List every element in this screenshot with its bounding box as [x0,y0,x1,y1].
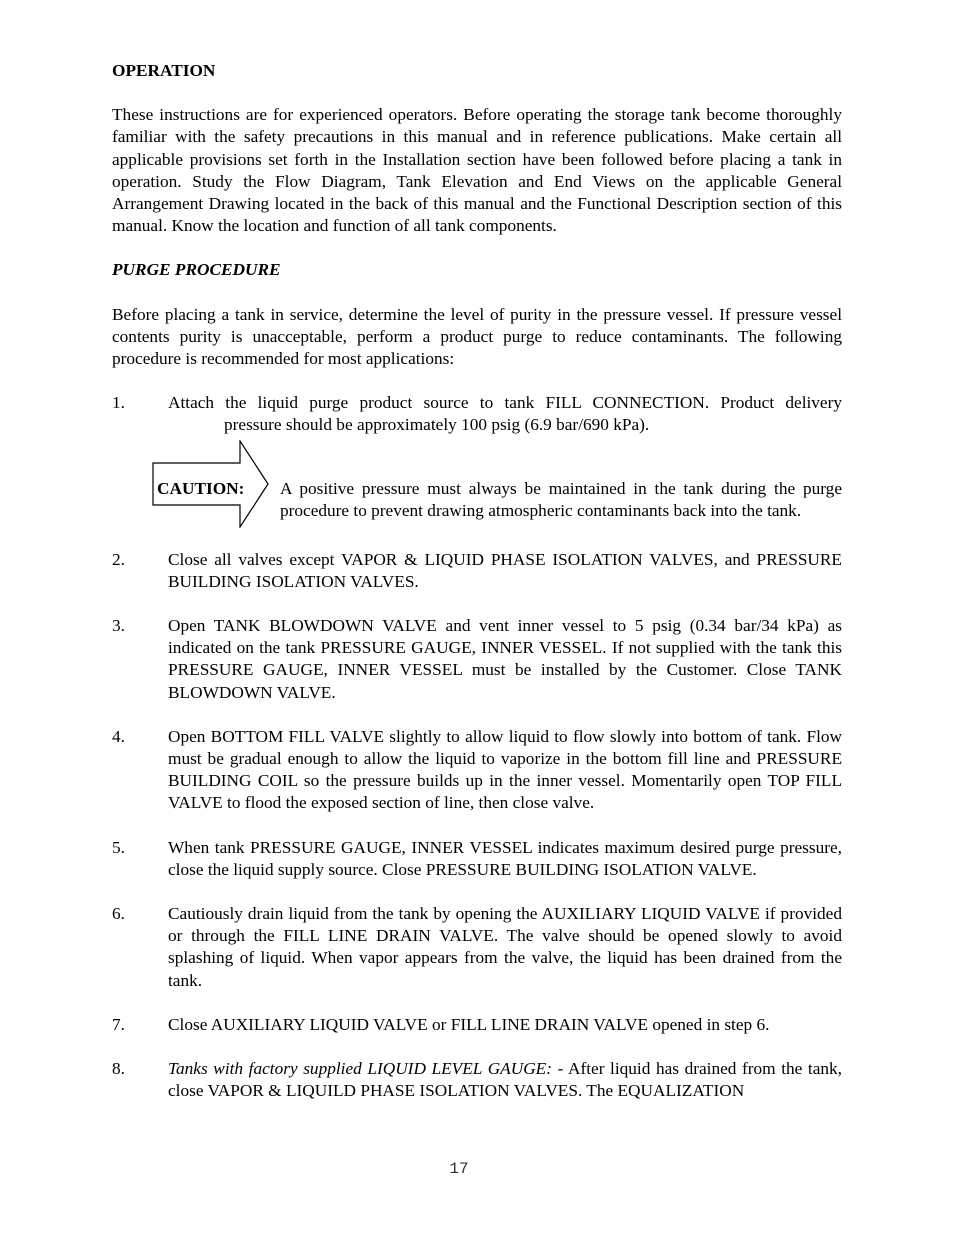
step-1 [112,392,842,414]
step-text: Open BOTTOM FILL VALVE slightly to allow liquid to flow slowly into bottom of tank. Flow must be gradual enough to allow the liquid to vaporize in the bottom fill line and PRESSURE BUILDING COIL so the pressure builds up in the inner vessel. Momentarily open TOP FILL VALVE to flood the exposed section of line, then close valve. [168,726,842,813]
step-text: - After liquid has drained from the tank, close VAPOR & LIQUILD PHASE ISOLATION VALVES. The EQUALIZATION [168,1059,842,1101]
step-number: 8. [112,1059,125,1079]
step-7 [112,1014,842,1036]
caution-callout [112,437,842,527]
step-number: 4. [112,726,125,746]
caution-text: A positive pressure must always be maintained in the tank during the purge procedure to prevent drawing atmospheric contaminants back into the tank. [280,478,842,520]
step-number: 1. [112,393,125,413]
caution-label: CAUTION: [157,478,245,498]
step-5 [112,837,842,881]
step-number: 2. [112,549,125,569]
step-italic-lead: Tanks with factory supplied LIQUID LEVEL GAUGE: [168,1059,552,1079]
step-text: Attach the liquid purge product source to tank FILL CONNECTION. Product delivery [168,393,842,413]
step-text-continuation: pressure should be approximately 100 psig (6.9 bar/690 kPa). [224,415,650,435]
purge-heading: PURGE PROCEDURE [112,260,281,280]
page-number: 17 [449,1160,469,1178]
step-text: Cautiously drain liquid from the tank by opening the AUXILIARY LIQUID VALVE if provided or through the FILL LINE DRAIN VALVE. The valve should be opened slowly to avoid splashing of liquid. When vapor appears from the valve, the liquid has been drained from the tank. [168,904,842,990]
step-3 [112,615,842,704]
step-number: 3. [112,616,125,636]
step-text-wrapper [168,1058,842,1102]
step-text: Close all valves except VAPOR & LIQUID PHASE ISOLATION VALVES, and PRESSURE BUILDING ISOLATION VALVES. [168,549,842,591]
step-number: 6. [112,904,125,924]
step-number: 5. [112,837,125,857]
document-page [112,60,842,1103]
step-2 [112,549,842,593]
step-text: When tank PRESSURE GAUGE, INNER VESSEL indicates maximum desired purge pressure, close the liquid supply source. Close PRESSURE BUILDING ISOLATION VALVE. [168,837,842,879]
step-8 [112,1058,842,1102]
purge-intro-paragraph: Before placing a tank in service, determine the level of purity in the pressure vessel. If pressure vessel contents purity is unacceptable, perform a product purge to reduce contaminants. The following procedure is recommended for most applications: [112,304,842,369]
step-6 [112,903,842,992]
step-text: Close AUXILIARY LIQUID VALVE or FILL LINE DRAIN VALVE opened in step 6. [168,1014,770,1034]
step-number: 7. [112,1014,125,1034]
intro-paragraph: These instructions are for experienced operators. Before operating the storage tank become thoroughly familiar with the safety precautions in this manual and in reference publications. Make certain all applicable provisions set forth in the Installation section have been followed before placing a tank in operation. Study the Flow Diagram, Tank Elevation and End Views on the applicable General Arrangement Drawing located in the back of this manual and the Functional Description section of this manual. Know the location and function of all tank components. [112,105,842,236]
step-4 [112,726,842,815]
step-text: Open TANK BLOWDOWN VALVE and vent inner vessel to 5 psig (0.34 bar/34 kPa) as indicated on the tank PRESSURE GAUGE, INNER VESSEL. If not supplied with the tank this PRESSURE GAUGE, INNER VESSEL must be installed by the Customer. Close TANK BLOWDOWN VALVE. [168,616,842,702]
section-heading: OPERATION [112,61,216,80]
